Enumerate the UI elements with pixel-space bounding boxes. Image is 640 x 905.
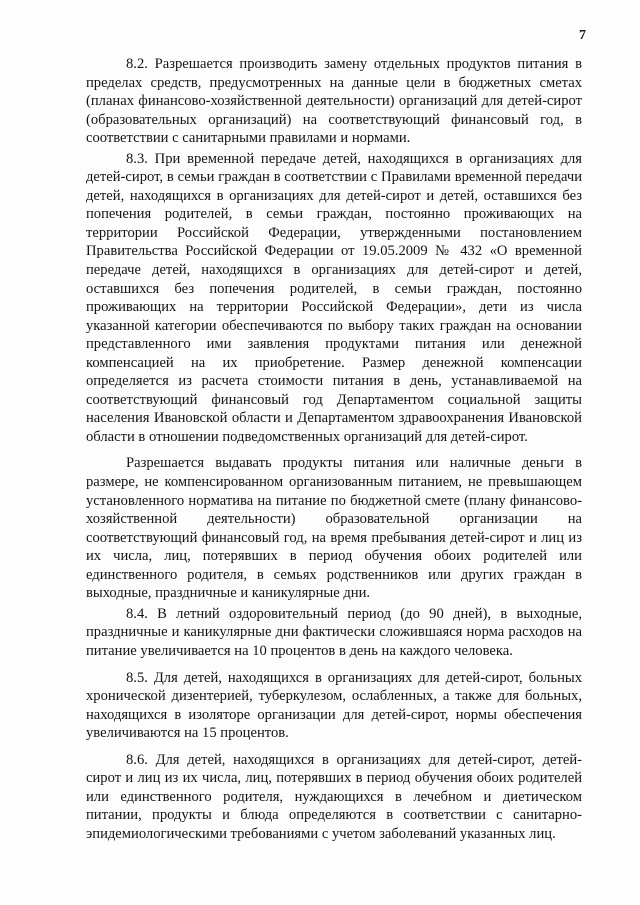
paragraph-8-2: 8.2. Разрешается производить замену отдельных продуктов питания в пределах средств, предусмотренных на данные цели в бюджетных сметах (планах финансово-хозяйственной деятельности) организаций для детей-сирот (образовательных организаций) на соответствующий финансовый год, в соответствии с санитарными правилами и нормами. <box>86 56 582 147</box>
paragraph-8-3-cont: Разрешается выдавать продукты питания или наличные деньги в размере, не компенсированном организованным питанием, не превышающем установленного норматива на питание по бюджетной смете (плану финансово-хозяйственной деятельности) образовательной организации на соответствующий финансовый год, на время пребывания детей-сирот и лиц из их числа, лиц, потерявших в период обучения обоих родителей или единственного родителя, в семьях родственников или других граждан в выходные, праздничные и каникулярные дни. <box>86 455 582 602</box>
paragraph-8-3: 8.3. При временной передаче детей, находящихся в организациях для детей-сирот, в семьи граждан в соответствии с Правилами временной передачи детей, находящихся в организациях для детей-сирот и детей, оставшихся без попечения родителей, в семьи граждан, постоянно проживающих на территории Российской Федерации, утвержденными постановлением Правительства Российской Федерации от 19.05.2009 № 432 «О временной передаче детей, находящихся в организациях для детей-сирот и детей, оставшихся без попечения родителей, в семьи граждан, постоянно проживающих на территории Российской Федерации», дети из числа указанной категории обеспечиваются по выбору таких граждан на основании представленного ими заявления продуктами питания или денежной компенсацией на их приобретение. Размер денежной компенсации определяется из расчета стоимости питания в день, устанавливаемой на соответствующий финансовый год Департаментом социальной защиты населения Ивановской области и Департаментом здравоохранения Ивановской области в отношении подведомственных организаций для детей-сирот. <box>86 150 582 445</box>
paragraph-8-5: 8.5. Для детей, находящихся в организациях для детей-сирот, больных хронической дизентерией, туберкулезом, ослабленных, а также для больных, находящихся в изоляторе организации для детей-сирот, нормы обеспечения увеличиваются на 15 процентов. <box>86 669 582 742</box>
page-number: 7 <box>579 28 586 43</box>
paragraph-8-4: 8.4. В летний оздоровительный период (до 90 дней), в выходные, праздничные и каникулярные дни фактически сложившаяся норма расходов на питание увеличивается на 10 процентов в день на каждого человека. <box>86 605 582 659</box>
document-body <box>86 55 582 851</box>
paragraph-8-6: 8.6. Для детей, находящихся в организациях для детей-сирот, детей-сирот и лиц из их числа, лиц, потерявших в период обучения обоих родителей или единственного родителя, нуждающихся в лечебном и диетическом питании, продукты и блюда определяются в соответствии с санитарно-эпидемиологическими требованиями с учетом заболеваний указанных лиц. <box>86 751 582 842</box>
